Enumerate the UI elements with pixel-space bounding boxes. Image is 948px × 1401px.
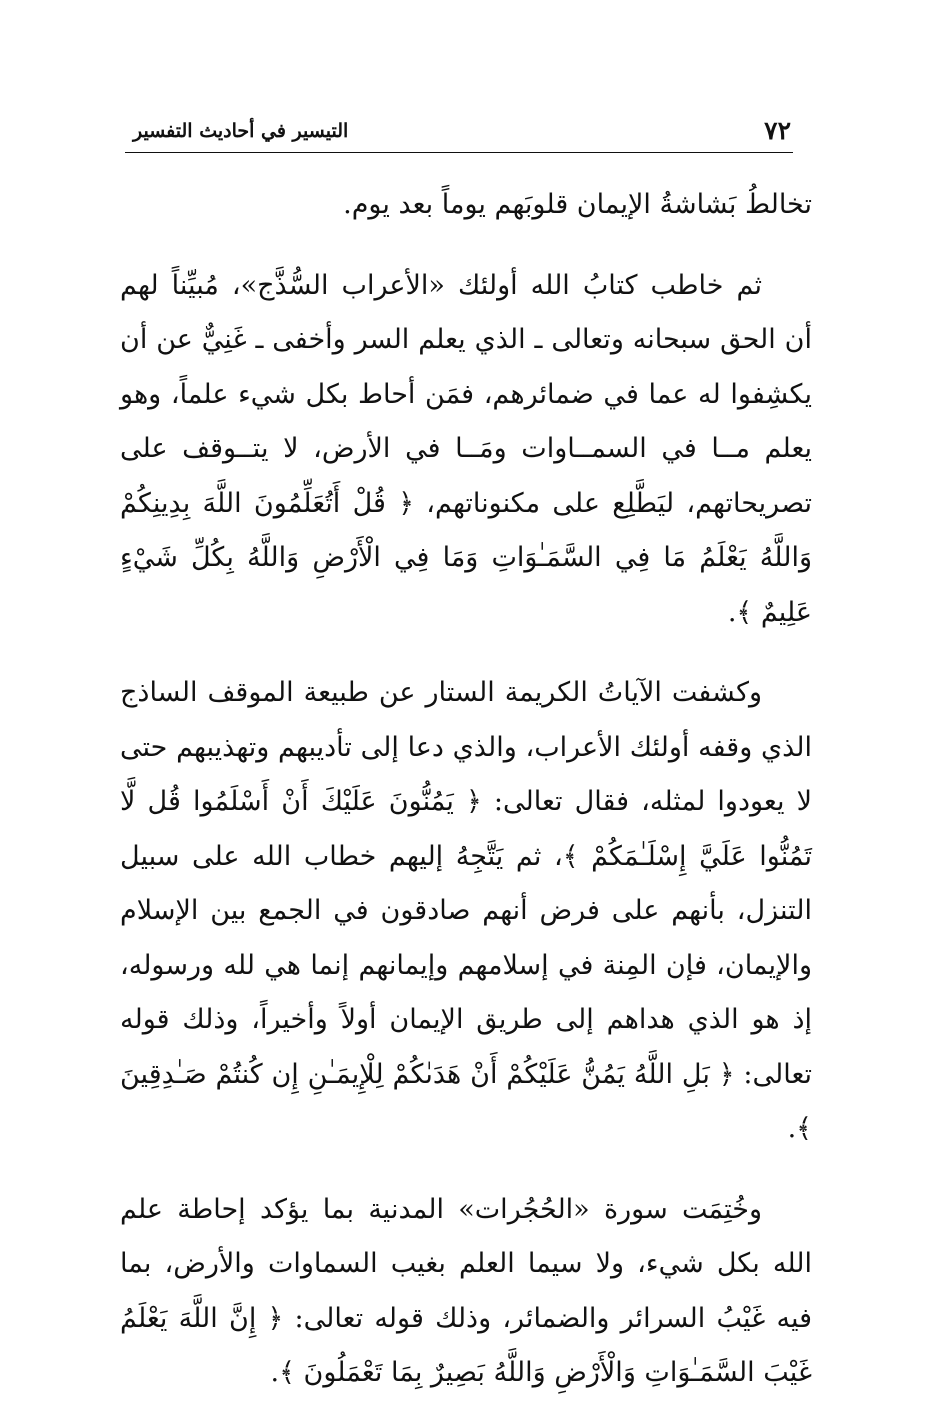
page-number: ٧٢ bbox=[764, 116, 791, 145]
body-text bbox=[120, 178, 812, 1401]
paragraph-4: وخُتِمَت سورة «الحُجُرات» المدنية بما يؤكد إحاطة علم الله بكل شيء، ولا سيما العلم بغيب السماوات والأرض، بما فيه غَيْبُ السرائر والضمائر، وذلك قوله تعالى: ﴿ إِنَّ اللَّهَ يَعْلَمُ غَيْبَ السَّمَـٰوَاتِ وَالْأَرْضِ وَاللَّهُ بَصِيرٌ بِمَا تَعْمَلُونَ ﴾. bbox=[120, 1193, 812, 1388]
running-title: التيسير في أحاديث التفسير bbox=[133, 120, 349, 142]
paragraph-3: وكشفت الآياتُ الكريمة الستار عن طبيعة الموقف الساذج الذي وقفه أولئك الأعراب، والذي دعا إلى تأديبهم وتهذيبهم حتى لا يعودوا لمثله، فقال تعالى: ﴿ يَمُنُّونَ عَلَيْكَ أَنْ أَسْلَمُوا قُل لَّا تَمُنُّوا عَلَيَّ إِسْلَـٰمَكُمْ ﴾، ثم يَتَّجِهُ إليهم خطاب الله على سبيل التنزل، بأنهم على فرض أنهم صادقون في الجمع بين الإسلام والإيمان، فإن المِنة في إسلامهم وإيمانهم إنما هي لله ورسوله، إذ هو الذي هداهم إلى طريق الإيمان أولاً وأخيراً، وذلك قوله تعالى: ﴿ بَلِ اللَّهُ يَمُنُّ عَلَيْكُمْ أَنْ هَدَىٰكُمْ لِلْإِيمَـٰنِ إِن كُنتُمْ صَـٰدِقِينَ ﴾. bbox=[120, 677, 812, 1144]
paragraph-1: تخالطُ بَشاشةُ الإيمان قلوبَهم يوماً بعد يوم. bbox=[343, 189, 812, 220]
paragraph-2: ثم خاطب كتابُ الله أولئك «الأعراب السُّذَّج»، مُبيِّناً لهم أن الحق سبحانه وتعالى ـ الذي يعلم السر وأخفى ـ غَنِيٌّ عن أن يكشِفوا له عما في ضمائرهم، فمَن أحاط بكل شيء علماً، وهو يعلم مــا في السمــاوات ومَــا في الأرض، لا يتــوقف على تصريحاتهم، ليَطَّلِع على مكنوناتهم، ﴿ قُلْ أَتُعَلِّمُونَ اللَّهَ بِدِينِكُمْ وَاللَّهُ يَعْلَمُ مَا فِي السَّمَـٰوَاتِ وَمَا فِي الْأَرْضِ وَاللَّهُ بِكُلِّ شَيْءٍ عَلِيمٌ ﴾. bbox=[120, 269, 812, 628]
page-header bbox=[125, 114, 793, 153]
